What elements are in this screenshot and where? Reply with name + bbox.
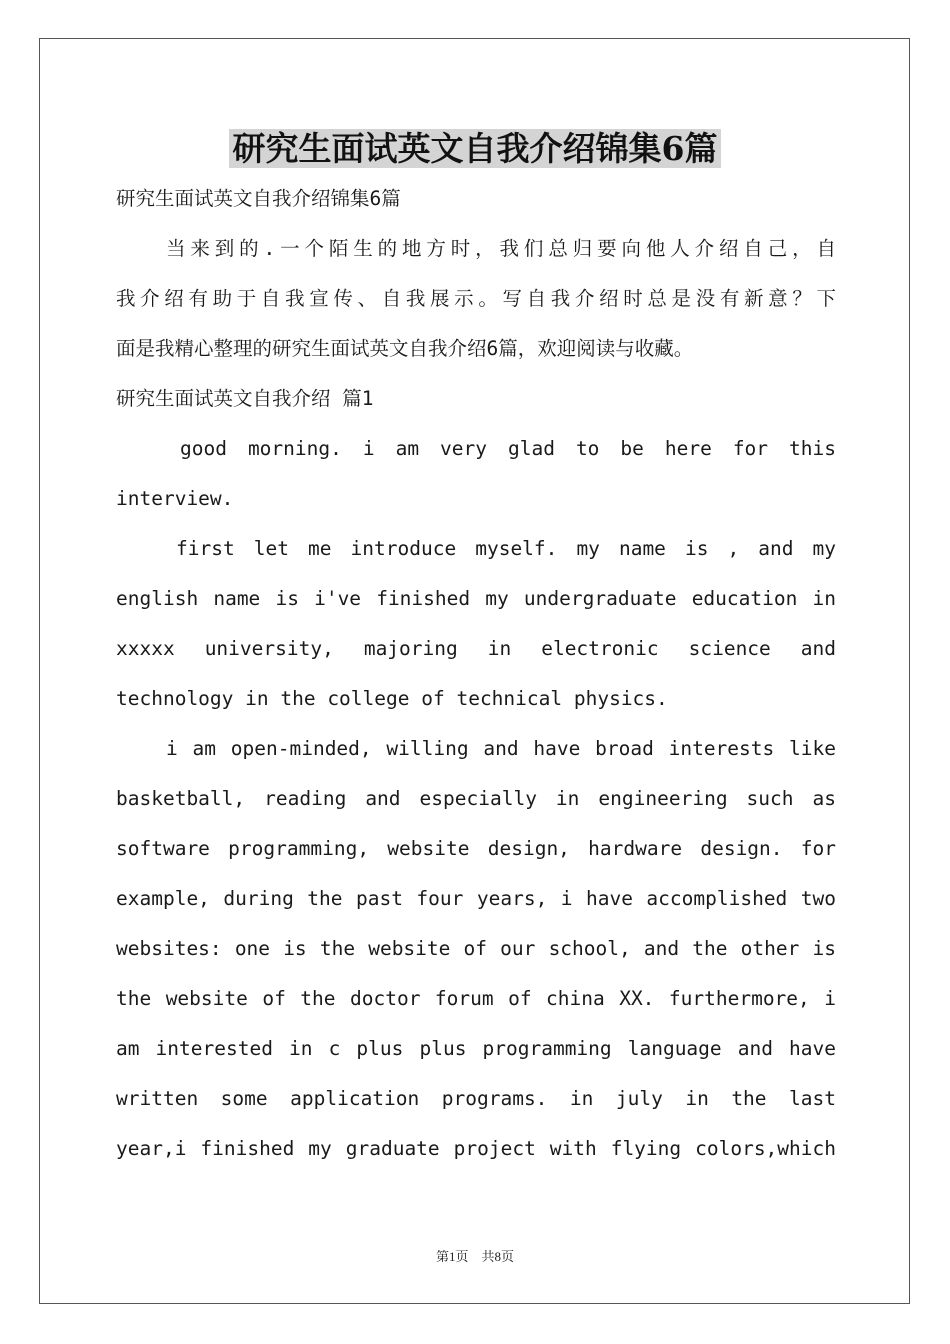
body-line: good morning. i am very glad to be here for this bbox=[180, 437, 836, 460]
body-line: example, during the past four years, i have accomplished two bbox=[116, 887, 836, 910]
body-line: basketball, reading and especially in engineering such as bbox=[116, 787, 836, 810]
body-line: english name is i've finished my undergraduate education in bbox=[116, 587, 836, 610]
body-line: technology in the college of technical physics. bbox=[116, 687, 668, 710]
body-line: software programming, website design, hardware design. for bbox=[116, 837, 836, 860]
document-title: 研究生面试英文自我介绍锦集6篇 bbox=[0, 125, 950, 173]
body-line: am interested in c plus plus programming language and have bbox=[116, 1037, 836, 1060]
intro-line: 当来到的.一个陌生的地方时，我们总归要向他人介绍自己，自 bbox=[166, 237, 836, 260]
body-line: the website of the doctor forum of china XX. furthermore, i bbox=[116, 987, 836, 1010]
section-heading: 研究生面试英文自我介绍 篇1 bbox=[116, 387, 374, 410]
intro-line: 我介绍有助于自我宣传、自我展示。写自我介绍时总是没有新意？下 bbox=[116, 287, 836, 310]
body-line: written some application programs. in july in the last bbox=[116, 1087, 836, 1110]
body-line: year,i finished my graduate project with flying colors,which bbox=[116, 1137, 836, 1160]
body-line: interview. bbox=[116, 487, 234, 510]
intro-line: 面是我精心整理的研究生面试英文自我介绍6篇，欢迎阅读与收藏。 bbox=[116, 337, 694, 360]
body-line: first let me introduce myself. my name is , and my bbox=[176, 537, 836, 560]
body-line: websites: one is the website of our school, and the other is bbox=[116, 937, 836, 960]
body-line: xxxxx university, majoring in electronic science and bbox=[116, 637, 836, 660]
body-line: i am open-minded, willing and have broad interests like bbox=[166, 737, 836, 760]
subtitle: 研究生面试英文自我介绍锦集6篇 bbox=[116, 187, 401, 210]
page-number: 第1页 共8页 bbox=[435, 1249, 514, 1264]
